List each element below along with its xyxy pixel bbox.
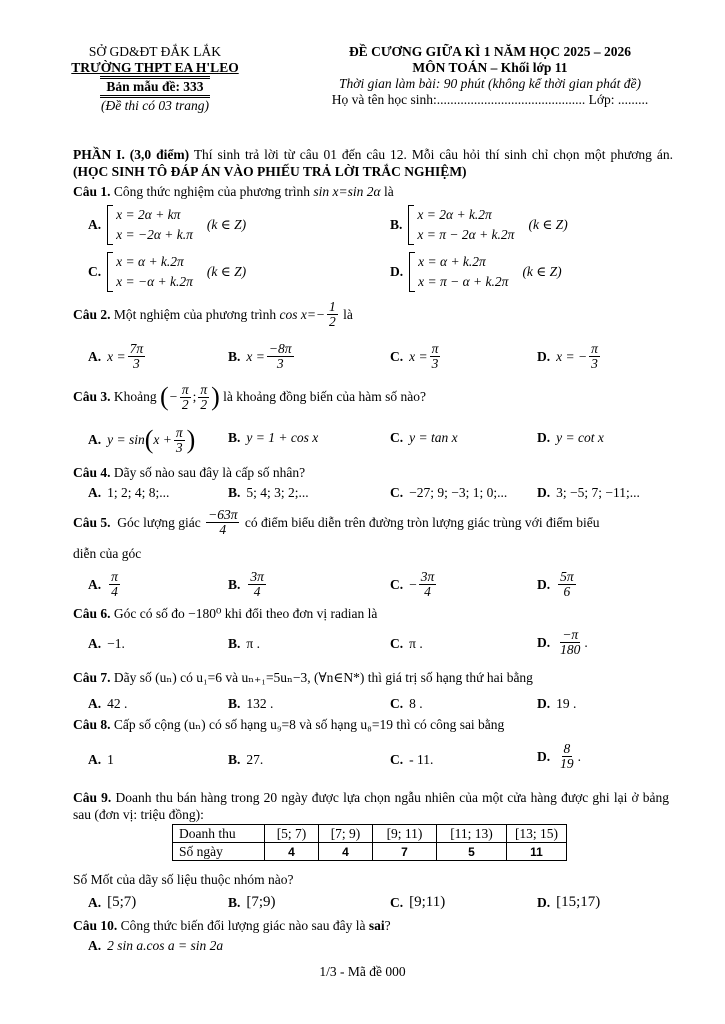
q6a-text: −1. bbox=[107, 636, 125, 651]
q5d-den: 6 bbox=[563, 584, 571, 599]
option-label: A. bbox=[88, 432, 102, 447]
q2-fraction bbox=[327, 300, 338, 329]
paren-open: ( bbox=[144, 425, 154, 454]
bracket bbox=[409, 252, 415, 292]
q9-table bbox=[172, 824, 567, 861]
school-name: TRƯỜNG THPT EA H'LEO bbox=[71, 60, 239, 75]
option-label: D. bbox=[537, 634, 551, 650]
paren-close: ) bbox=[186, 425, 196, 454]
q1-tail: là bbox=[383, 184, 394, 199]
q5-text: có điểm biểu diễn trên đường tròn lượng giác trùng với điểm biểu bbox=[244, 514, 600, 530]
q3-int-right bbox=[198, 383, 209, 412]
question-4 bbox=[73, 465, 305, 481]
q5b-num: 3π bbox=[250, 569, 264, 584]
q5-option-b[interactable] bbox=[228, 570, 268, 599]
q3d-text: y = cot x bbox=[556, 430, 604, 445]
table-cell: 4 bbox=[265, 843, 319, 861]
q1-option-d[interactable] bbox=[390, 252, 562, 292]
table-cell: [11; 13) bbox=[437, 825, 507, 843]
q8-text: Cấp số cộng (uₙ) có số hạng u₉=8 và số hạng u₈=19 thì có công sai bằng bbox=[113, 717, 505, 732]
q6d-num: −π bbox=[562, 627, 579, 642]
q6-option-a[interactable] bbox=[88, 636, 125, 652]
q2-option-d[interactable] bbox=[537, 342, 602, 371]
q2-option-a[interactable] bbox=[88, 342, 147, 371]
option-label: A. bbox=[88, 894, 102, 910]
q1a-system bbox=[116, 205, 193, 245]
option-label: C. bbox=[390, 752, 404, 767]
q2-den: 2 bbox=[329, 314, 336, 329]
q9-option-d[interactable] bbox=[537, 894, 600, 911]
q5-frac bbox=[206, 508, 239, 537]
bracket bbox=[408, 205, 414, 245]
option-label: D. bbox=[537, 348, 551, 364]
q2d-den: 3 bbox=[591, 356, 598, 371]
option-label: C. bbox=[390, 348, 404, 364]
option-label: A. bbox=[88, 217, 102, 232]
q4-option-b[interactable] bbox=[228, 485, 309, 501]
q5c-num: 3π bbox=[420, 569, 435, 584]
q1a-line2: x = −2α + k.π bbox=[116, 227, 193, 242]
q10-option-a[interactable] bbox=[88, 938, 223, 954]
q2-eq: cos x=− bbox=[279, 306, 326, 322]
q2b-num: −8π bbox=[268, 341, 292, 356]
option-label: A. bbox=[88, 348, 102, 364]
q8a-text: 1 bbox=[107, 752, 114, 767]
q8d-post: . bbox=[577, 748, 581, 764]
option-label: A. bbox=[88, 938, 102, 953]
q5-option-c[interactable] bbox=[390, 570, 438, 599]
q6-option-d[interactable] bbox=[537, 628, 588, 657]
q5a-frac bbox=[109, 570, 120, 599]
q8b-text: 27. bbox=[246, 752, 264, 767]
q6d-frac bbox=[558, 628, 582, 657]
option-label: D. bbox=[537, 696, 551, 711]
q2a-den: 3 bbox=[132, 356, 140, 371]
q5d-num: 5π bbox=[560, 569, 574, 584]
table-cell: 4 bbox=[319, 843, 373, 861]
q9a-text: [5;7) bbox=[107, 894, 137, 910]
question-5-line2 bbox=[73, 546, 141, 562]
q9-label: Câu 9. bbox=[73, 790, 112, 805]
q3-text: là khoảng đồng biến của hàm số nào? bbox=[223, 389, 426, 404]
q3a-den: 3 bbox=[175, 439, 183, 455]
q1d-cond: (k ∈ Z) bbox=[522, 264, 562, 279]
question-2 bbox=[73, 300, 353, 329]
q9-question bbox=[73, 872, 293, 888]
q7-option-a[interactable] bbox=[88, 696, 127, 712]
option-label: B. bbox=[228, 752, 241, 767]
student-line: Họ và tên học sinh:............................................ Lớp: ......... bbox=[331, 92, 649, 107]
q6c-text: π . bbox=[409, 636, 423, 651]
question-1 bbox=[73, 184, 394, 200]
table-header: Doanh thu bbox=[173, 825, 265, 843]
option-label: A. bbox=[88, 752, 102, 767]
q2b-pre: x = bbox=[246, 348, 265, 364]
paren-close: ) bbox=[211, 382, 220, 411]
q4-option-a[interactable] bbox=[88, 485, 169, 501]
q3-option-b[interactable] bbox=[228, 430, 318, 446]
table-cell: [9; 11) bbox=[373, 825, 437, 843]
q9-question-text: Số Mốt của dãy số liệu thuộc nhóm nào? bbox=[73, 872, 294, 887]
q2-tail: là bbox=[343, 306, 353, 322]
question-10 bbox=[73, 918, 391, 934]
q1c-line1: x = α + k.2π bbox=[116, 254, 184, 269]
q2-text: Một nghiệm của phương trình bbox=[113, 306, 277, 322]
table-cell: [13; 15) bbox=[507, 825, 567, 843]
bracket bbox=[107, 252, 113, 292]
q9d-text: [15;17) bbox=[556, 894, 601, 910]
q1a-cond: (k ∈ Z) bbox=[206, 217, 247, 232]
q10-bold: sai bbox=[368, 918, 385, 933]
q2a-num: 7π bbox=[129, 341, 144, 356]
q1-option-a[interactable] bbox=[88, 205, 246, 245]
q6-text: khi đổi theo đơn vị radian là bbox=[224, 606, 378, 621]
q3-pre: Khoảng bbox=[113, 389, 157, 404]
option-label: B. bbox=[390, 217, 403, 232]
q8-option-a[interactable] bbox=[88, 752, 114, 768]
q10-label: Câu 10. bbox=[73, 918, 118, 933]
q3-int-left bbox=[180, 383, 191, 412]
q1b-system bbox=[417, 205, 514, 245]
q9-option-b[interactable] bbox=[228, 894, 276, 911]
q8-option-b[interactable] bbox=[228, 752, 263, 768]
bracket bbox=[107, 205, 113, 245]
q5-pre: Góc lượng giác bbox=[117, 514, 201, 530]
q1b-line1: x = 2α + k.2π bbox=[417, 207, 492, 222]
q5-option-a[interactable] bbox=[88, 570, 122, 599]
time-note: Thời gian làm bài: 90 phút (không kể thời gian phát đề) bbox=[338, 76, 641, 91]
q8d-frac bbox=[558, 742, 576, 771]
q5-option-d[interactable] bbox=[537, 570, 578, 599]
table-cell: 7 bbox=[373, 843, 437, 861]
q3-r-num: π bbox=[200, 381, 208, 397]
question-6 bbox=[73, 606, 377, 622]
q3-l-num: π bbox=[181, 381, 189, 397]
q2b-frac bbox=[267, 342, 294, 371]
q4-option-c[interactable] bbox=[390, 485, 507, 501]
page-footer: 1/3 - Mã đề 000 bbox=[319, 964, 406, 979]
q8c-text: - 11. bbox=[409, 752, 434, 767]
q7-option-b[interactable] bbox=[228, 696, 273, 712]
q6b-text: π . bbox=[246, 636, 260, 651]
q5-label: Câu 5. bbox=[73, 514, 111, 530]
section-1 bbox=[73, 146, 673, 180]
option-label: B. bbox=[228, 430, 241, 445]
section-title: PHẦN I. (3,0 điểm) bbox=[73, 147, 190, 162]
q1c-cond: (k ∈ Z) bbox=[206, 264, 247, 279]
q2d-frac bbox=[589, 342, 600, 371]
q3c-text: y = tan x bbox=[409, 430, 458, 445]
q1-label: Câu 1. bbox=[73, 184, 111, 199]
q8-label: Câu 8. bbox=[73, 717, 111, 732]
pages-note: (Đề thi có 03 trang) bbox=[101, 98, 209, 113]
option-label: B. bbox=[228, 485, 241, 500]
q7d-text: 19 . bbox=[556, 696, 577, 711]
table-cell: [5; 7) bbox=[265, 825, 319, 843]
q6-option-b[interactable] bbox=[228, 636, 260, 652]
exam-code: Bản mẫu đề: 333 bbox=[100, 76, 209, 98]
table-row bbox=[173, 825, 567, 843]
q1d-line2: x = π − α + k.2π bbox=[418, 274, 509, 289]
option-label: C. bbox=[390, 636, 404, 651]
q7-option-d[interactable] bbox=[537, 696, 576, 712]
q5b-den: 4 bbox=[253, 584, 261, 599]
header-left bbox=[40, 44, 270, 114]
section-note: (HỌC SINH TÔ ĐÁP ÁN VÀO PHIẾU TRẢ LỜI TRẮC NGHIỆM) bbox=[73, 164, 467, 179]
q3a-in: x + bbox=[153, 432, 172, 447]
q9-option-c[interactable] bbox=[390, 894, 445, 911]
q5b-frac bbox=[248, 570, 266, 599]
q2c-den: 3 bbox=[431, 356, 439, 371]
option-label: D. bbox=[537, 894, 551, 910]
option-label: A. bbox=[88, 696, 102, 711]
q8d-num: 8 bbox=[563, 741, 571, 756]
dept-name: SỞ GD&ĐT ĐẮK LẮK bbox=[88, 44, 222, 59]
q5c-pre: − bbox=[409, 576, 417, 592]
q4-text: Dãy số nào sau đây là cấp số nhân? bbox=[113, 465, 306, 480]
q3-option-a[interactable] bbox=[88, 425, 195, 455]
q6d-den: 180 bbox=[560, 642, 581, 657]
q5c-den: 4 bbox=[424, 584, 431, 599]
option-label: B. bbox=[228, 894, 241, 910]
option-label: C. bbox=[88, 264, 102, 279]
q4d-text: 3; −5; 7; −11;... bbox=[556, 485, 640, 500]
subject: MÔN TOÁN – Khối lớp 11 bbox=[412, 60, 568, 75]
q4c-text: −27; 9; −3; 1; 0;... bbox=[409, 485, 508, 500]
q7-label: Câu 7. bbox=[73, 670, 111, 685]
option-label: A. bbox=[88, 576, 102, 592]
option-label: C. bbox=[390, 576, 404, 592]
option-label: D. bbox=[537, 576, 551, 592]
q7-option-c[interactable] bbox=[390, 696, 423, 712]
question-8 bbox=[73, 717, 504, 733]
option-label: D. bbox=[537, 430, 551, 445]
q6-pre: Góc có số đo bbox=[113, 606, 185, 621]
table-cell: 11 bbox=[507, 843, 567, 861]
q2a-pre: x = bbox=[107, 348, 126, 364]
q4-option-d[interactable] bbox=[537, 485, 640, 501]
q1-eq: sin x=sin 2α bbox=[313, 184, 381, 199]
option-label: C. bbox=[390, 696, 404, 711]
q4a-text: 1; 2; 4; 8;... bbox=[107, 485, 170, 500]
q2a-frac bbox=[128, 342, 146, 371]
q7c-text: 8 . bbox=[409, 696, 423, 711]
q1-text: Công thức nghiệm của phương trình bbox=[113, 184, 311, 199]
q8d-den: 19 bbox=[560, 756, 574, 771]
option-label: A. bbox=[88, 636, 102, 651]
option-label: D. bbox=[537, 485, 551, 500]
q1b-line2: x = π − 2α + k.2π bbox=[417, 227, 515, 242]
q1d-system bbox=[418, 252, 508, 292]
q5d-frac bbox=[558, 570, 576, 599]
question-3: Câu 3. Khoảng ( − $\frac{\pi}{2}$ ; $\frac{\pi}{2}$ ) là khoảng đồng biến của hàm số nào? bbox=[73, 381, 426, 412]
q3a-frac bbox=[174, 426, 185, 455]
q6-deg: −180⁰ bbox=[188, 606, 222, 621]
table-cell: [7; 9) bbox=[319, 825, 373, 843]
option-label: B. bbox=[228, 348, 241, 364]
q5-text2: diễn của góc bbox=[73, 546, 142, 561]
q5-den: 4 bbox=[219, 522, 227, 537]
q1-option-b[interactable] bbox=[390, 205, 568, 245]
question-7 bbox=[73, 670, 533, 686]
q5a-num: π bbox=[111, 569, 118, 584]
q2-num: 1 bbox=[329, 299, 336, 314]
option-label: B. bbox=[228, 696, 241, 711]
q6-option-c[interactable] bbox=[390, 636, 423, 652]
option-label: D. bbox=[390, 264, 404, 279]
q9b-text: [7;9) bbox=[246, 894, 276, 910]
option-label: B. bbox=[228, 636, 241, 651]
q1d-line1: x = α + k.2π bbox=[418, 254, 486, 269]
q4b-text: 5; 4; 3; 2;... bbox=[246, 485, 309, 500]
q1c-line2: x = −α + k.2π bbox=[116, 274, 193, 289]
q5a-den: 4 bbox=[111, 584, 118, 599]
option-label: A. bbox=[88, 485, 102, 500]
section-desc: Thí sinh trả lời từ câu 01 đến câu 12. Mỗi câu hỏi thí sinh chỉ chọn một phương án. bbox=[193, 147, 673, 162]
q2-label: Câu 2. bbox=[73, 306, 111, 322]
q1b-cond: (k ∈ Z) bbox=[528, 217, 568, 232]
q10-tail: ? bbox=[384, 918, 391, 933]
q6-label: Câu 6. bbox=[73, 606, 111, 621]
q1c-system bbox=[116, 252, 193, 292]
exam-title: ĐỀ CƯƠNG GIỮA KÌ 1 NĂM HỌC 2025 – 2026 bbox=[348, 44, 632, 59]
q2c-num: π bbox=[431, 341, 439, 356]
q5-num: −63π bbox=[208, 507, 238, 522]
q8-option-d[interactable] bbox=[537, 742, 581, 771]
q2b-den: 3 bbox=[276, 356, 284, 371]
q10-text: Công thức biến đổi lượng giác nào sau đây là bbox=[120, 918, 366, 933]
q4-label: Câu 4. bbox=[73, 465, 111, 480]
q7-text: Dãy số (uₙ) có u₁=6 và uₙ₊₁=5uₙ−3, (∀n∈N*) thì giá trị số hạng thứ hai bằng bbox=[113, 670, 533, 685]
question-5 bbox=[73, 508, 668, 537]
q7a-text: 42 . bbox=[107, 696, 128, 711]
q7b-text: 132 . bbox=[246, 696, 274, 711]
q3-r-den: 2 bbox=[200, 396, 208, 412]
option-label: C. bbox=[390, 894, 404, 910]
table-header: Số ngày bbox=[173, 843, 265, 861]
q9c-text: [9;11) bbox=[409, 894, 446, 910]
option-label: D. bbox=[537, 748, 551, 764]
q2-option-b[interactable] bbox=[228, 342, 296, 371]
table-cell: 5 bbox=[437, 843, 507, 861]
q3a-pre: y = sin bbox=[107, 432, 145, 447]
q3-option-c[interactable] bbox=[390, 430, 458, 446]
header-right bbox=[290, 44, 690, 108]
paren-open: ( bbox=[160, 382, 169, 411]
q10a-text: 2 sin a.cos a = sin 2a bbox=[107, 938, 224, 953]
q2d-pre: x = − bbox=[556, 348, 588, 364]
option-label: B. bbox=[228, 576, 241, 592]
q1a-line1: x = 2α + kπ bbox=[116, 207, 181, 222]
q2c-pre: x = bbox=[409, 348, 428, 364]
q3-l-den: 2 bbox=[181, 396, 189, 412]
q5c-frac bbox=[419, 570, 437, 599]
q2-option-c[interactable] bbox=[390, 342, 442, 371]
q6d-post: . bbox=[584, 634, 588, 650]
q3-option-d[interactable] bbox=[537, 430, 604, 446]
q2d-num: π bbox=[591, 341, 598, 356]
q2c-frac bbox=[430, 342, 441, 371]
q8-option-c[interactable] bbox=[390, 752, 433, 768]
q3b-text: y = 1 + cos x bbox=[246, 430, 319, 445]
q3-label: Câu 3. bbox=[73, 389, 111, 404]
minus: − bbox=[168, 389, 178, 404]
q1-option-c[interactable] bbox=[88, 252, 246, 292]
table-row bbox=[173, 843, 567, 861]
q9-option-a[interactable] bbox=[88, 894, 136, 911]
q3a-num: π bbox=[175, 424, 183, 440]
q9-text: Doanh thu bán hàng trong 20 ngày được lựa chọn ngẫu nhiên của một cửa hàng được ghi lại ở bảng sau (đơn vị: triệu đồng): bbox=[73, 790, 669, 822]
option-label: C. bbox=[390, 485, 404, 500]
question-9 bbox=[73, 789, 669, 823]
option-label: C. bbox=[390, 430, 404, 445]
